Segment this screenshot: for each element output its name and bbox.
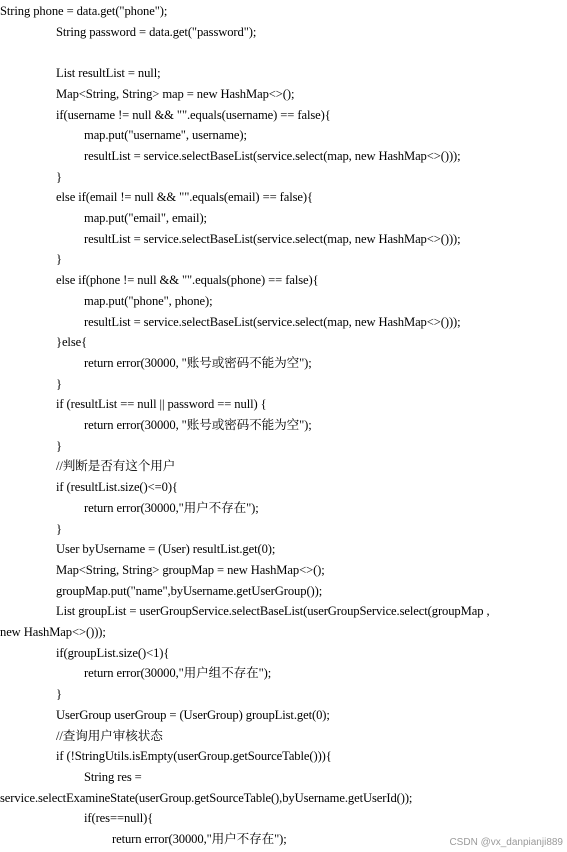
code-line: resultList = service.selectBaseList(service.select(map, new HashMap<>())); — [84, 148, 461, 163]
code-line: map.put("phone", phone); — [84, 293, 213, 308]
code-line: String password = data.get("password"); — [56, 24, 257, 39]
code-line: //判断是否有这个用户 — [56, 459, 176, 474]
code-line: groupMap.put("name",byUsername.getUserGroup()); — [56, 583, 323, 598]
code-line: if(res==null){ — [84, 811, 154, 826]
code-line: service.selectExamineState(userGroup.getSourceTable(),byUsername.getUserId()); — [0, 790, 413, 805]
code-line: } — [56, 438, 62, 453]
code-line: if (resultList == null || password == null) { — [56, 397, 267, 412]
code-line: //查询用户审核状态 — [56, 728, 163, 743]
code-line: if (resultList.size()<=0){ — [56, 480, 178, 495]
code-line: return error(30000, "账号或密码不能为空"); — [84, 355, 312, 370]
code-line: } — [56, 521, 62, 536]
code-line: if(groupList.size()<1){ — [56, 645, 170, 660]
code-line: else if(phone != null && "".equals(phone) == false){ — [56, 273, 319, 288]
code-line: Map<String, String> map = new HashMap<>(); — [56, 86, 295, 101]
code-line: resultList = service.selectBaseList(service.select(map, new HashMap<>())); — [84, 314, 461, 329]
code-line: map.put("username", username); — [84, 128, 247, 143]
code-line: Map<String, String> groupMap = new HashMap<>(); — [56, 562, 325, 577]
code-line: List resultList = null; — [56, 66, 161, 81]
code-line: new HashMap<>())); — [0, 625, 106, 639]
code-line: return error(30000,"用户不存在"); — [84, 500, 259, 515]
code-line: String res = — [84, 769, 142, 784]
code-line: List groupList = userGroupService.selectBaseList(userGroupService.select(groupMap , — [56, 604, 490, 619]
code-line: UserGroup userGroup = (UserGroup) groupList.get(0); — [56, 707, 330, 722]
code-line: map.put("email", email); — [84, 211, 207, 225]
code-line: return error(30000,"用户不存在"); — [112, 832, 287, 846]
code-line: return error(30000,"用户组不存在"); — [84, 666, 272, 681]
code-line: } — [56, 252, 62, 267]
code-line: else if(email != null && "".equals(email) == false){ — [56, 190, 313, 205]
code-line: resultList = service.selectBaseList(service.select(map, new HashMap<>())); — [84, 231, 461, 246]
code-line: return error(30000, "账号或密码不能为空"); — [84, 418, 312, 432]
code-line: User byUsername = (User) resultList.get(0); — [56, 542, 276, 557]
code-line: } — [56, 376, 62, 391]
code-line: String phone = data.get("phone"); — [0, 4, 168, 18]
code-line: if(username != null && "".equals(username) == false){ — [56, 107, 331, 122]
code-line: } — [56, 169, 62, 184]
code-line: } — [56, 687, 62, 702]
csdn-watermark: CSDN @vx_danpianji889 — [449, 837, 563, 848]
code-line: if (!StringUtils.isEmpty(userGroup.getSourceTable())){ — [56, 749, 332, 764]
code-line: }else{ — [56, 335, 88, 350]
